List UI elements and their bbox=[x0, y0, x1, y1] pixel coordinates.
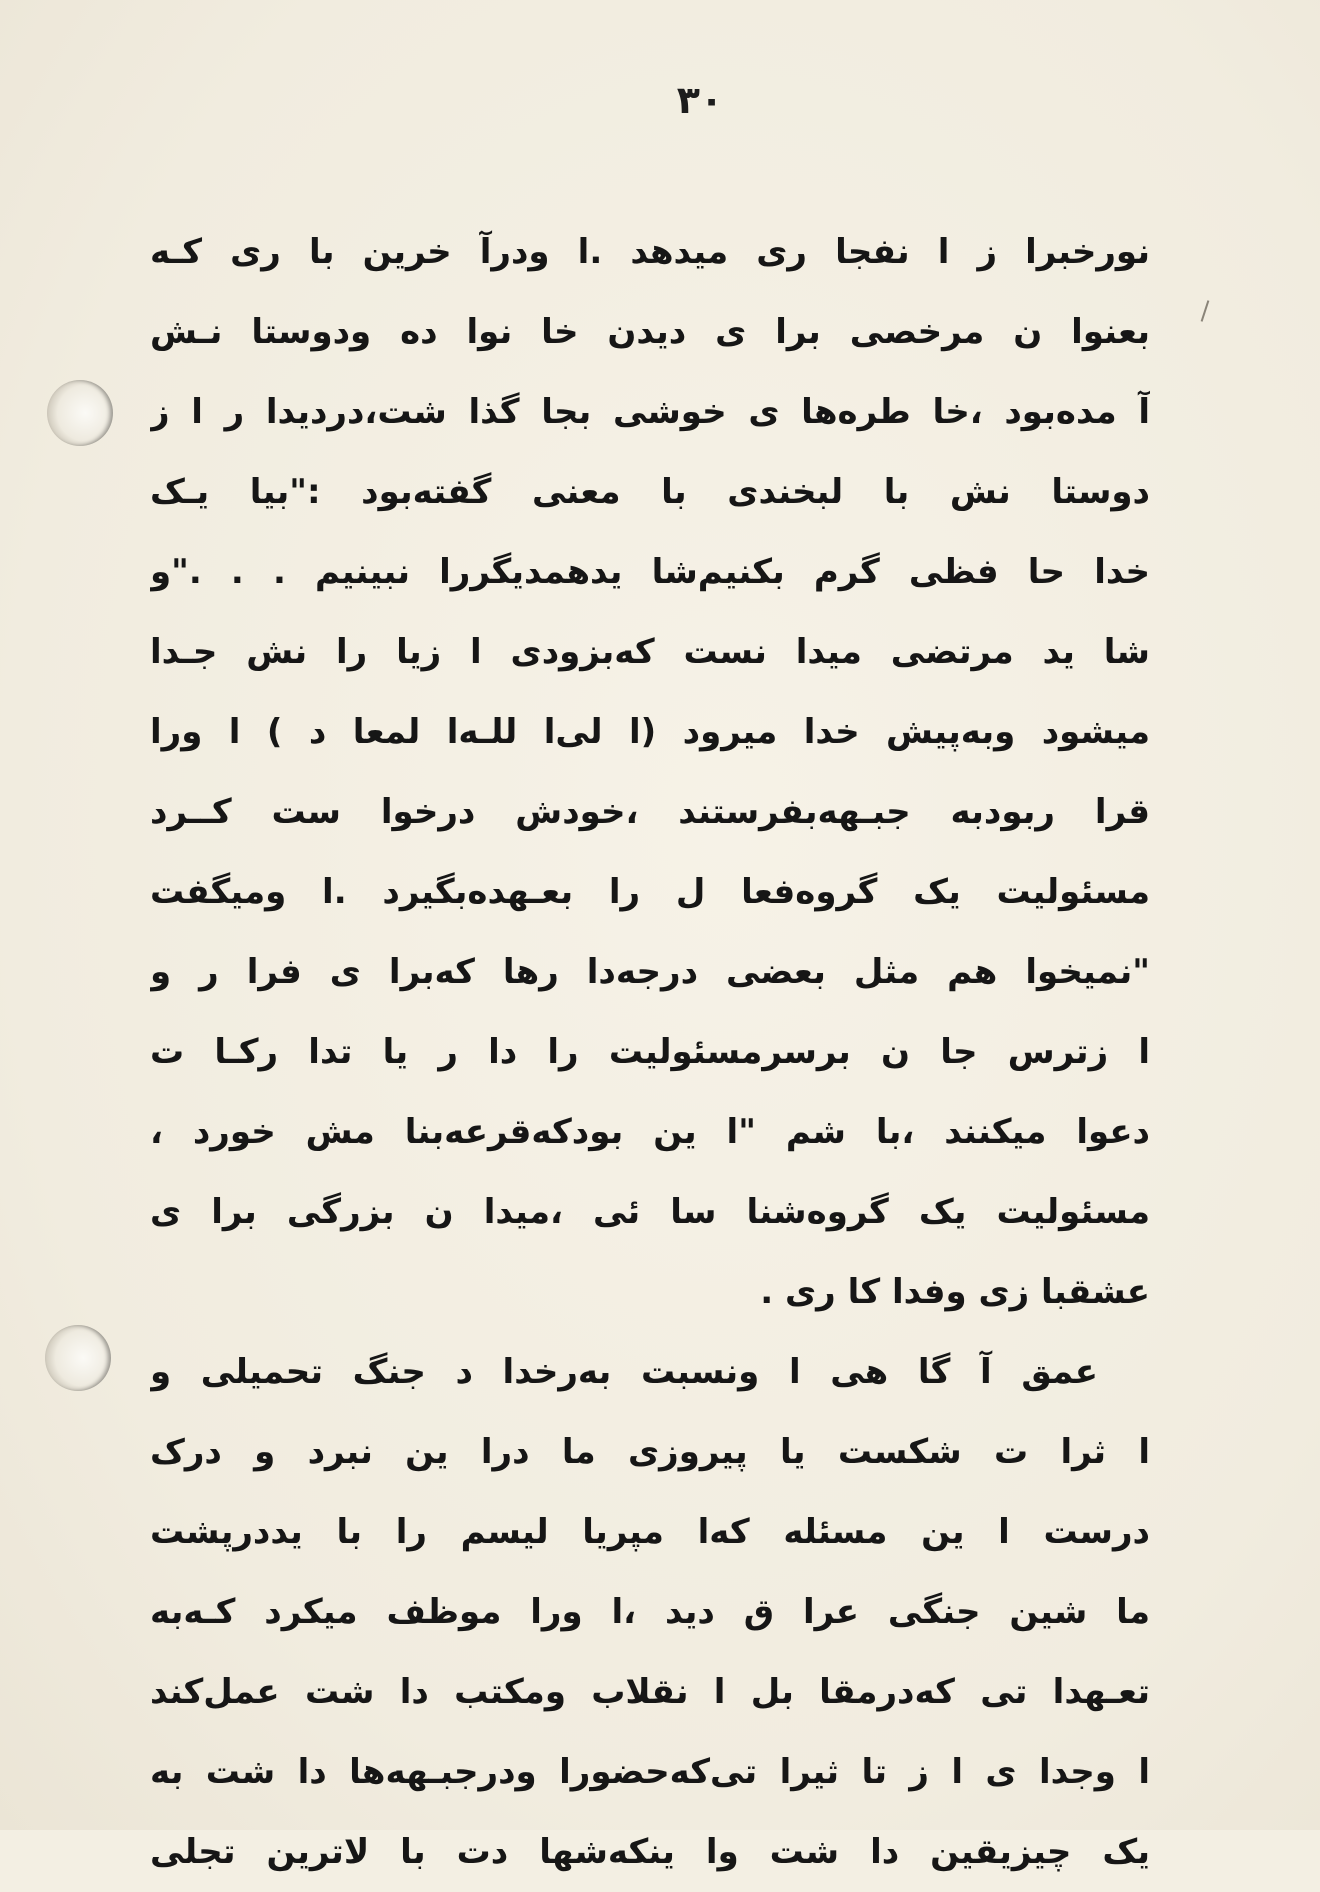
text-line: "نمیخو‌ا هم مثل بعضی در‌جه‌دا ر‌ها که‌بر‌ا ی فر‌ا ر و‌ bbox=[150, 952, 1150, 992]
text-line: تعـهدا تی که‌در‌مقا بل ا نقلاب و‌مکتب دا شت عمل‌کند bbox=[150, 1672, 1150, 1712]
text-line: عمق آ گا هی ا و‌نسبت به‌ر‌خدا د جنگ تحمیلی و‌ bbox=[150, 1352, 1098, 1392]
page-number: ۳۰ bbox=[676, 78, 724, 122]
text-line: دعو‌ا میکنند ،با شم "ا ین بو‌د‌که‌قر‌عه‌بنا مش خو‌ر‌د ، bbox=[150, 1112, 1150, 1152]
text-line: ا ز‌تر‌س جا ن بر‌سر‌مسئو‌لیت ر‌ا دا ر یا تدا ر‌کـا ت bbox=[150, 1032, 1150, 1072]
text-line: ا ثر‌ا ت شکست یا پیر‌و‌ز‌ی ما در‌ا ین نبر‌د و‌ در‌ک bbox=[150, 1432, 1150, 1472]
binder-hole-bottom bbox=[45, 1325, 111, 1391]
pencil-mark bbox=[1201, 300, 1210, 322]
text-line: میشو‌د و‌به‌پیش خدا میر‌و‌د (ا لی‌ا للـه‌ا لمعا د ) ا و‌ر‌ا bbox=[150, 712, 1150, 752]
text-line: بعنو‌ا ن مر‌خصی بر‌ا ی دیدن خا نو‌ا ده و‌دو‌ستا نـش bbox=[150, 312, 1150, 352]
text-line: آ مده‌بو‌د ،خا طر‌ه‌ها ی خو‌شی بجا گذا شت،در‌دیدا ر ا ز bbox=[150, 392, 1150, 432]
binder-hole-top bbox=[47, 380, 113, 446]
text-line: شا ید مر‌تضی میدا نست که‌بز‌و‌دی ا ز‌یا ر‌ا نش جـدا bbox=[150, 632, 1150, 672]
text-line: ما شین جنگی عر‌ا ق دید ،ا و‌ر‌ا مو‌ظف میکر‌د کـه‌به bbox=[150, 1592, 1150, 1632]
text-line: در‌ست ا ین مسئله که‌ا مپر‌یا لیسم ر‌ا با ید‌در‌پشت bbox=[150, 1512, 1150, 1552]
text-line: نو‌ر‌خبر‌ا ز ا نفجا ر‌ی میدهد .ا و‌در‌آ خرین با ر‌ی کـه bbox=[150, 232, 1150, 272]
text-line: قر‌ا ر‌بو‌د‌به جبـهه‌بفر‌ستند ،خو‌دش در‌خو‌ا ست کــر‌د bbox=[150, 792, 1150, 832]
text-line: ا و‌جدا ی ا ز تا ثیر‌ا تی‌که‌حضو‌ر‌ا و‌در‌جبـهه‌ها دا شت به bbox=[150, 1752, 1150, 1792]
text-line: عشقبا ز‌ی و‌فدا کا ر‌ی . bbox=[760, 1272, 1150, 1312]
text-line: مسئو‌لیت یک گر‌و‌ه‌فعا ل ر‌ا بعـهده‌بگیر‌د .ا و‌میگفت bbox=[150, 872, 1150, 912]
text-line: یک چیز‌یقین دا شت و‌ا ینکه‌شها دت با لا‌تر‌ین تجلی bbox=[150, 1832, 1150, 1872]
text-line: مسئو‌لیت یک گر‌و‌ه‌شنا سا ئی ،میدا ن بز‌ر‌گی بر‌ا ی bbox=[150, 1192, 1150, 1232]
text-line: خدا حا فظی گر‌م بکنیم‌شا یدهمدیگر‌ر‌ا نبینیم . . ."و‌ bbox=[150, 552, 1150, 592]
body-text bbox=[150, 212, 1150, 1892]
text-line: دو‌ستا نش با لبخندی با معنی گفته‌بو‌د :"بیا یـک bbox=[150, 472, 1150, 512]
